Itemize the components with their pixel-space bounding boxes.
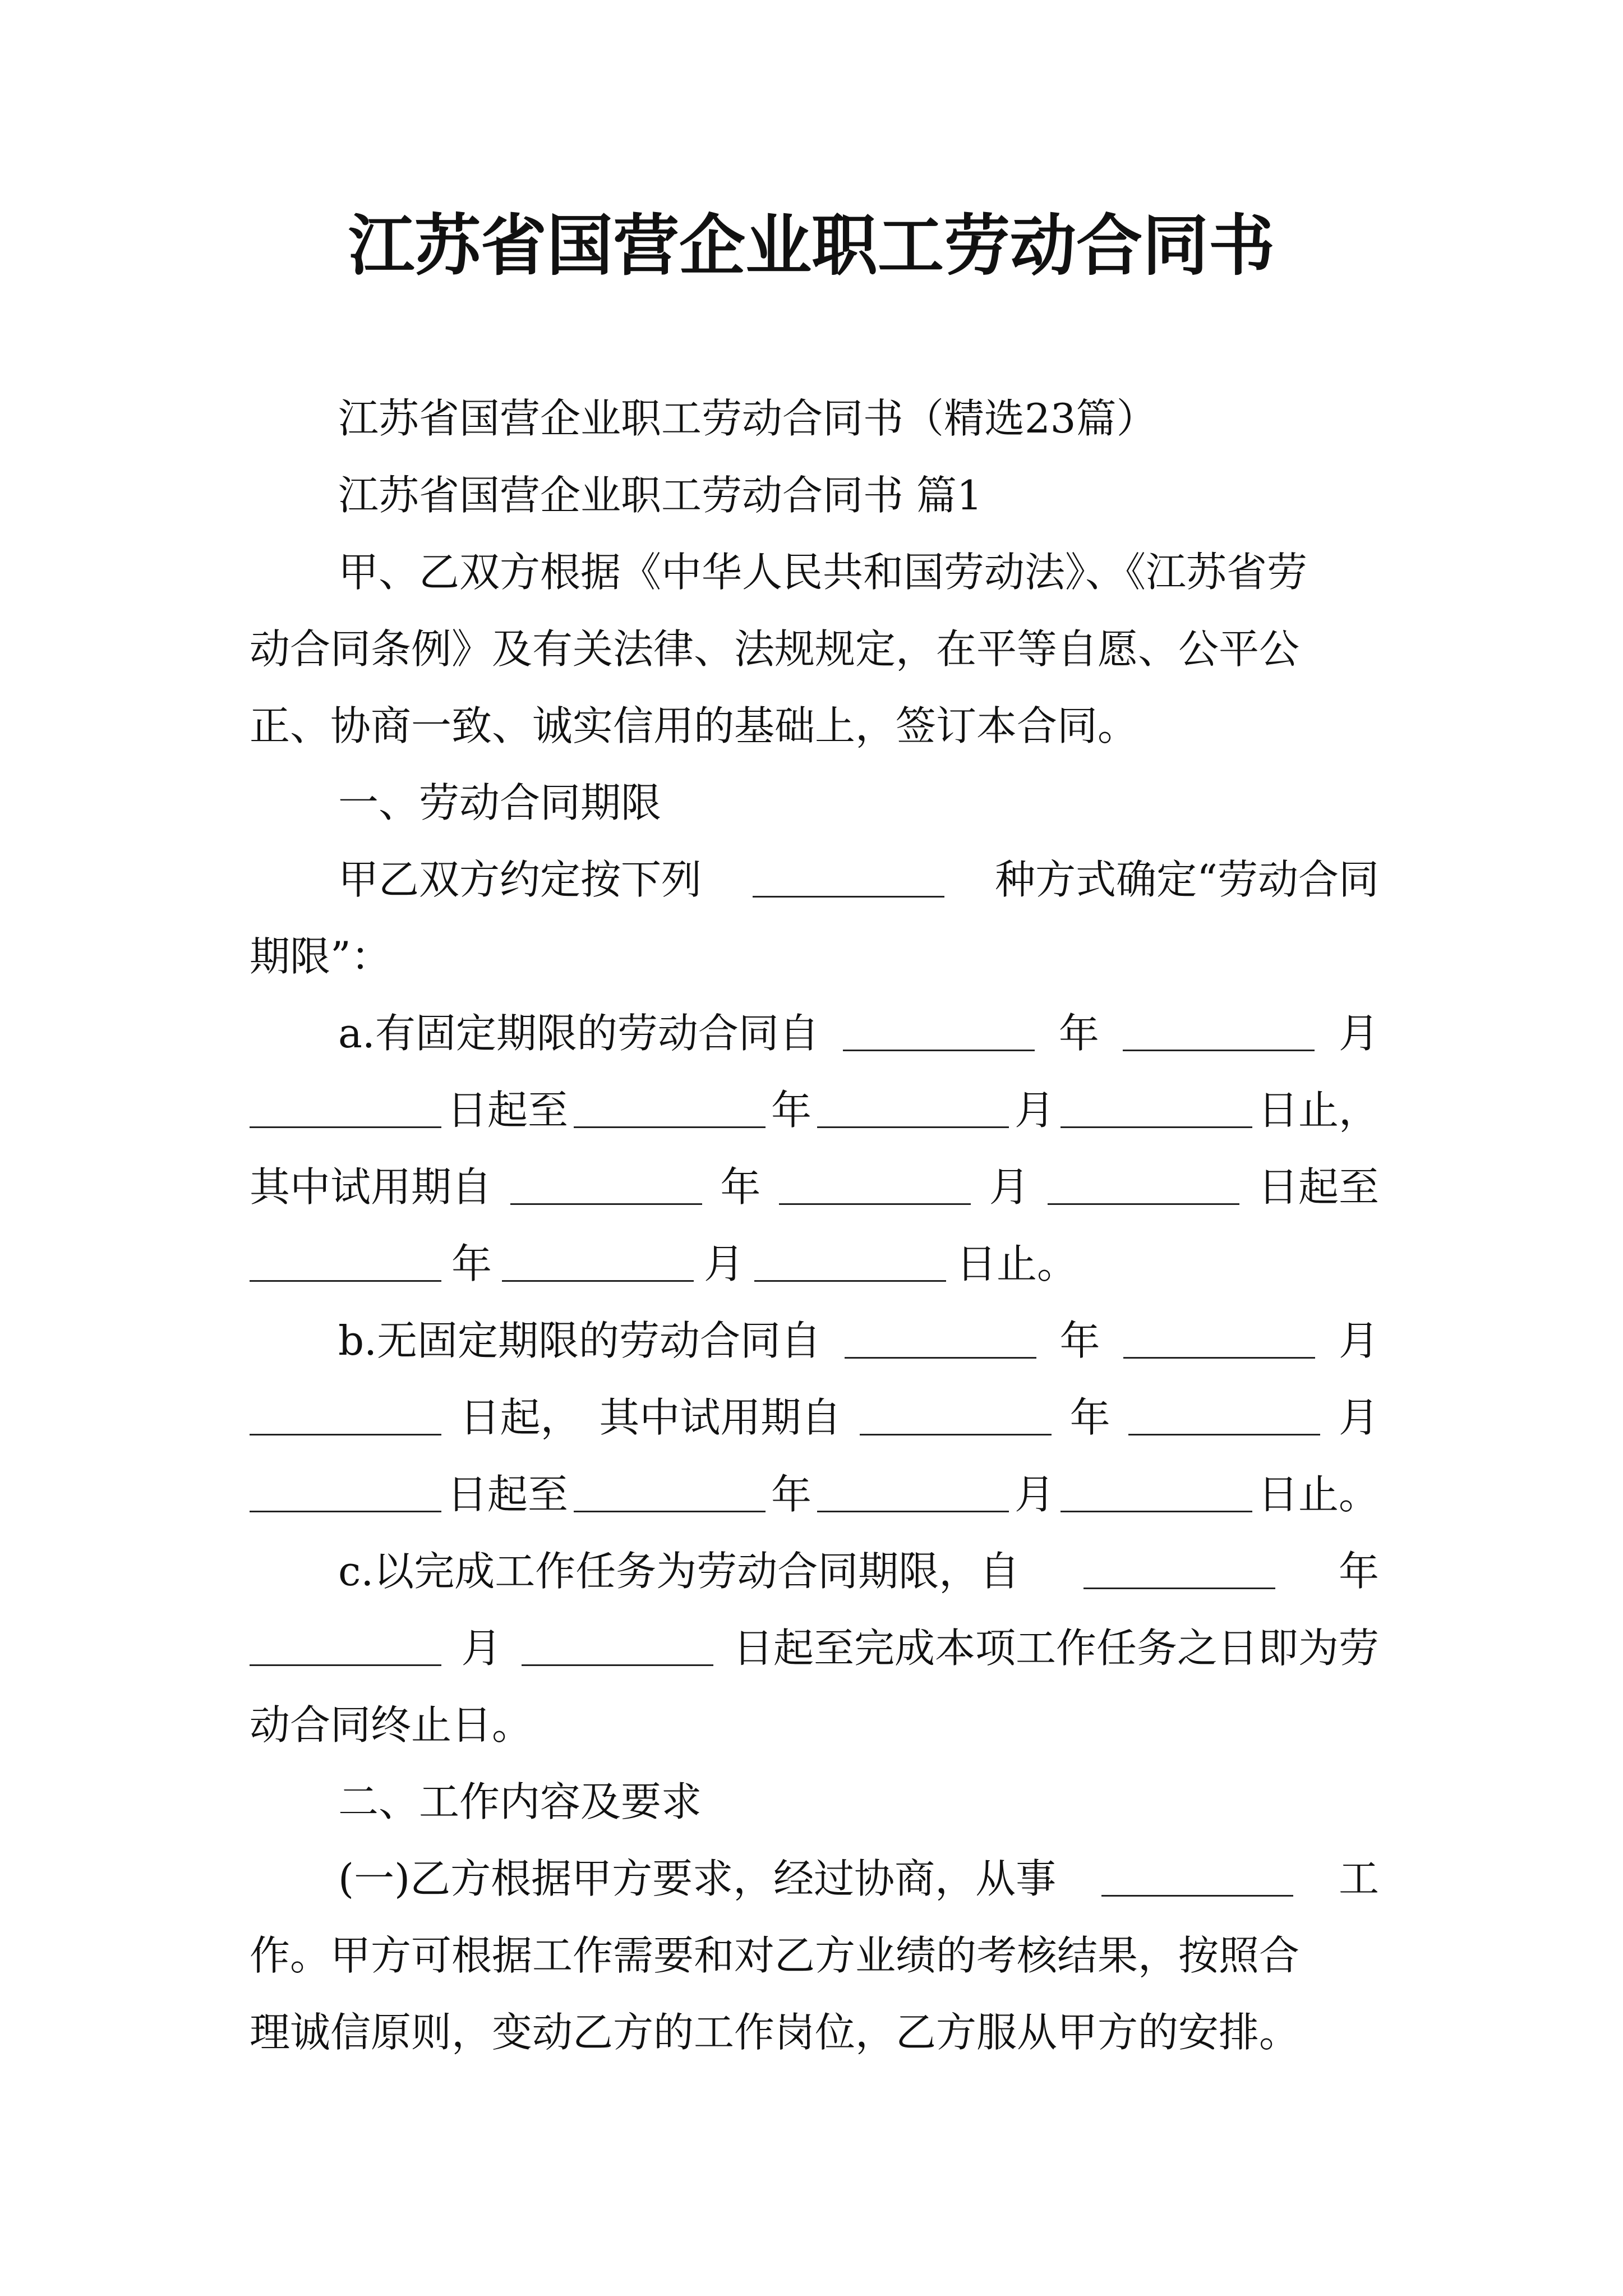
label-day-from-to: 日起至 [446,1471,568,1518]
blank-a-end-day[interactable] [1061,1093,1252,1128]
label-month: 月 [989,1163,1030,1211]
blank-b-probation-end-year[interactable] [574,1477,766,1512]
s2-line-1 [250,1841,1379,1917]
blank-a-start-year[interactable] [843,1016,1035,1051]
section-2-heading-line [250,1764,1379,1841]
clause-c-line-2 [250,1610,1379,1687]
clause-c-line-3 [250,1687,1379,1764]
label-day-from-comma: 日起， [459,1394,581,1441]
blank-a-probation-end-month[interactable] [502,1246,694,1282]
label-month: 月 [1338,1394,1379,1441]
blank-b-start-day[interactable] [250,1400,441,1435]
label-year: 年 [1069,1394,1110,1441]
agree-text-b: 种方式确定“劳动合同 [995,856,1379,903]
blank-b-probation-end-month[interactable] [817,1477,1009,1512]
clause-a-line-4 [250,1226,1379,1303]
clause-c-tail: 日起至完成本项工作任务之日即为劳 [732,1625,1379,1672]
blank-b-start-year[interactable] [845,1323,1036,1359]
blank-b-start-month[interactable] [1123,1323,1315,1359]
blank-b-probation-start-month[interactable] [1128,1400,1320,1435]
subtitle-line [250,380,1379,457]
label-month: 月 [1014,1471,1055,1518]
clause-c-line-1 [250,1533,1379,1610]
intro-line-3 [250,688,1379,765]
article-heading: 江苏省国营企业职工劳动合同书 篇1 [338,472,983,519]
document-body [250,380,1379,2071]
intro-text-2: 动合同条例》及有关法律、法规规定，在平等自愿、公平公 [250,625,1300,673]
label-year: 年 [1058,1010,1099,1057]
blank-method-count[interactable] [753,862,944,898]
blank-a-start-month[interactable] [1123,1016,1315,1051]
intro-line-1 [250,534,1379,611]
article-heading-line [250,457,1379,534]
clause-b-line-3 [250,1456,1379,1533]
blank-a-end-year[interactable] [574,1093,766,1128]
clause-a-line-2 [250,1072,1379,1149]
label-month: 月 [1338,1317,1379,1364]
agree-line-2 [250,918,1379,995]
clause-c-prefix: c.以完成工作任务为劳动合同期限，自 [338,1548,1020,1595]
label-day-from-to: 日起至 [446,1087,568,1134]
blank-a-probation-start-day[interactable] [1048,1170,1239,1205]
blank-job-title[interactable] [1101,1861,1293,1897]
blank-c-start-day[interactable] [522,1631,713,1666]
label-month: 月 [461,1625,502,1672]
label-probation-from: 其中试用期自 [250,1163,492,1211]
label-day-end: 日止， [1257,1087,1379,1134]
blank-c-start-year[interactable] [1083,1554,1275,1589]
label-year: 年 [771,1087,811,1134]
clause-a-line-3 [250,1149,1379,1226]
document-title: 江苏省国营企业职工劳动合同书 [348,206,1275,284]
intro-line-2 [250,611,1379,688]
blank-a-probation-end-year[interactable] [250,1246,441,1282]
clause-a-prefix: a.有固定期限的劳动合同自 [338,1010,819,1057]
clause-a-line-1 [250,995,1379,1072]
label-month: 月 [704,1240,745,1287]
s2-line-2 [250,1917,1379,1994]
label-month: 月 [1338,1010,1379,1057]
clause-b-line-1 [250,1303,1379,1379]
s2-line-3 [250,1994,1379,2071]
blank-a-start-day[interactable] [250,1093,441,1128]
section-1-heading: 一、劳动合同期限 [338,779,662,826]
label-day-from-to: 日起至 [1257,1163,1379,1211]
section-1-heading-line [250,765,1379,841]
label-day-end: 日止。 [956,1240,1078,1287]
clause-c-end: 动合同终止日。 [250,1701,533,1749]
label-day-end: 日止。 [1257,1471,1379,1518]
agree-text-a: 甲乙双方约定按下列 [338,856,702,903]
blank-c-start-month[interactable] [250,1631,441,1666]
subtitle: 江苏省国营企业职工劳动合同书（精选23篇） [338,395,1157,442]
agree-line-1 [250,841,1379,918]
s2-text-a: (一)乙方根据甲方要求，经过协商，从事 [338,1855,1057,1902]
blank-b-probation-start-day[interactable] [250,1477,441,1512]
s2-text-3: 理诚信原则，变动乙方的工作岗位，乙方服从甲方的安排。 [250,2009,1300,2056]
label-month: 月 [1014,1087,1055,1134]
blank-a-probation-end-day[interactable] [754,1246,946,1282]
s2-text-b: 工 [1338,1855,1379,1902]
blank-a-end-month[interactable] [817,1093,1009,1128]
blank-b-probation-end-day[interactable] [1061,1477,1252,1512]
clause-b-prefix: b.无固定期限的劳动合同自 [338,1317,821,1364]
label-year: 年 [1338,1548,1379,1595]
intro-text-1: 甲、乙双方根据《中华人民共和国劳动法》、《江苏省劳 [338,549,1308,596]
label-year: 年 [451,1240,492,1287]
intro-text-3: 正、协商一致、诚实信用的基础上，签订本合同。 [250,702,1138,749]
label-year: 年 [1059,1317,1100,1364]
blank-b-probation-start-year[interactable] [860,1400,1052,1435]
clause-b-line-2 [250,1379,1379,1456]
label-probation-from: 其中试用期自 [599,1394,842,1441]
blank-a-probation-start-month[interactable] [779,1170,971,1205]
blank-a-probation-start-year[interactable] [510,1170,702,1205]
agree-text-2: 期限”： [250,933,391,980]
s2-text-2: 作。甲方可根据工作需要和对乙方业绩的考核结果，按照合 [250,1932,1300,1979]
label-year: 年 [720,1163,761,1211]
label-year: 年 [771,1471,811,1518]
section-2-heading: 二、工作内容及要求 [338,1778,702,1825]
